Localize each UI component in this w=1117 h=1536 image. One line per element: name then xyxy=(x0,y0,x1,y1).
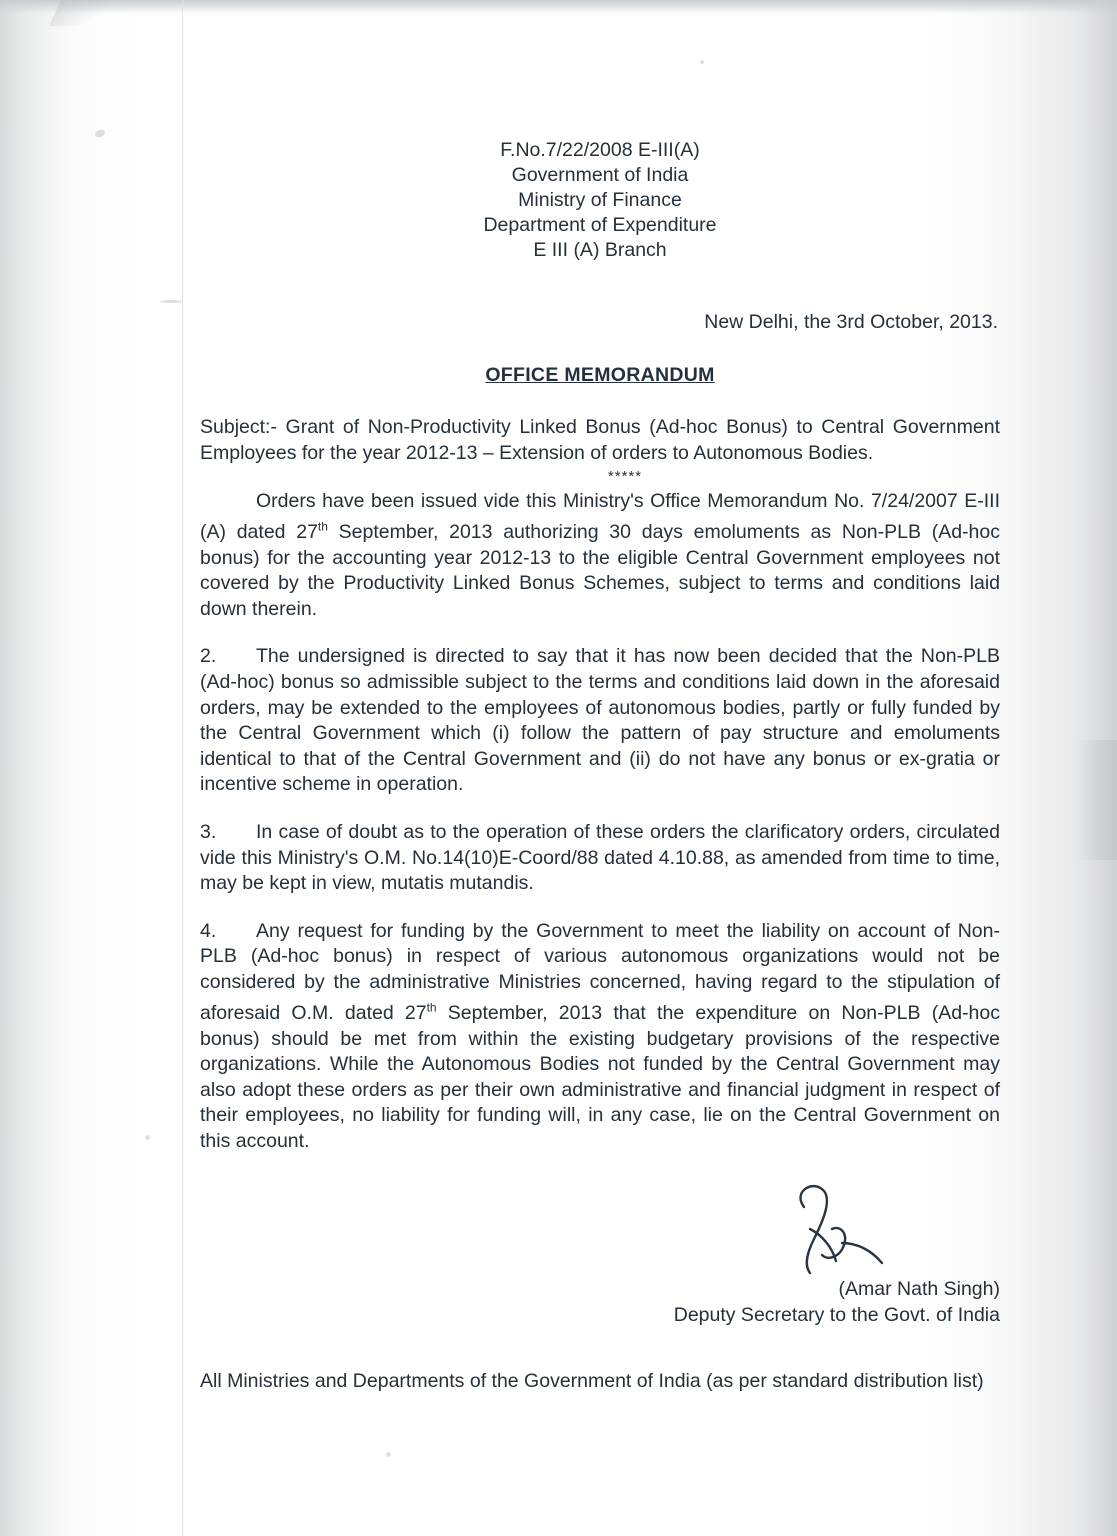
document-body xyxy=(200,0,1000,1394)
separator-asterisks: ***** xyxy=(607,468,643,485)
paragraph-4-number: 4. xyxy=(200,919,217,942)
page-right-smudge xyxy=(1075,740,1117,860)
paragraph-3-number: 3. xyxy=(200,821,217,844)
signatory-designation: Deputy Secretary to the Govt. of India xyxy=(673,1303,1000,1326)
paragraph-3 xyxy=(200,820,1000,897)
distribution-list: All Ministries and Departments of the Government of India (as per standard distribution list) xyxy=(200,1369,984,1392)
letterhead xyxy=(200,138,1000,263)
page-title: OFFICE MEMORANDUM xyxy=(485,364,715,386)
page-corner-fold xyxy=(49,0,121,26)
subject-text: Grant of Non-Productivity Linked Bonus (Ad-hoc Bonus) to Central Government Employees for the year 2012-13 – Extension of orders to Autonomous Bodies. xyxy=(200,416,1000,464)
scan-speck xyxy=(94,129,106,139)
signature-block xyxy=(200,1177,1000,1328)
page-margin-rule xyxy=(182,0,183,1536)
paragraph-2-number: 2. xyxy=(200,645,217,668)
scan-speck xyxy=(386,1452,391,1457)
scan-speck xyxy=(160,300,182,303)
file-number: F.No.7/22/2008 E-III(A) xyxy=(500,139,700,161)
paragraph-3-text: In case of doubt as to the operation of these orders the clarificatory orders, circulated vide this Ministry's O.M. No.14(10)E-Coord/88 dated 4.10.88, as amended from time to time, may be kept in view, mutatis mutandis. xyxy=(200,821,1000,895)
paragraph-2-text: The undersigned is directed to say that it has now been decided that the Non-PLB (Ad-hoc) bonus so admissible subject to the terms and conditions laid down in the aforesaid orders, may be extended to the employees of autonomous bodies, partly or fully funded by the Central Government which (i) follow the pattern of pay structure and emoluments identical to that of the Central Government and (ii) do not have any bonus or ex-gratia or incentive scheme in operation. xyxy=(200,645,1000,796)
scan-speck xyxy=(145,1135,150,1140)
subject-line xyxy=(200,415,1000,466)
signatory-name: (Amar Nath Singh) xyxy=(838,1277,1000,1300)
org-line-1: Government of India xyxy=(511,164,689,186)
place-and-date: New Delhi, the 3rd October, 2013. xyxy=(704,311,998,333)
org-line-2: Ministry of Finance xyxy=(518,189,682,211)
paragraph-1-text: Orders have been issued vide this Ministry's Office Memorandum No. 7/24/2007 E-III (A) dated 27th September, 2013 authorizing 30 days emoluments as Non-PLB (Ad-hoc bonus) for the accounting year 2012-13 to the eligible Central Government employees not covered by the Productivity Linked Bonus Schemes, subject to terms and conditions laid down therein. xyxy=(200,490,1000,620)
subject-label: Subject:- xyxy=(200,416,277,438)
org-line-3: Department of Expenditure xyxy=(483,214,717,236)
paragraph-4-text: Any request for funding by the Government to meet the liability on account of Non-PLB (Ad-hoc bonus) in respect of various autonomous organizations would not be considered by the administrative Ministries concerned, having regard to the stipulation of aforesaid O.M. dated 27th September, 2013 that the expenditure on Non-PLB (Ad-hoc bonus) should be met from within the existing budgetary provisions of the respective organizations. While the Autonomous Bodies not funded by the Central Government may also adopt these orders as per their own administrative and financial judgment in respect of their employees, no liability for funding will, in any case, lie on the Central Government on this account. xyxy=(200,919,1000,1153)
paragraph-4 xyxy=(200,919,1000,1155)
org-line-4: E III (A) Branch xyxy=(533,239,667,261)
paragraph-2 xyxy=(200,644,1000,798)
handwritten-signature-icon xyxy=(770,1177,910,1282)
paragraph-1 xyxy=(200,489,1000,622)
